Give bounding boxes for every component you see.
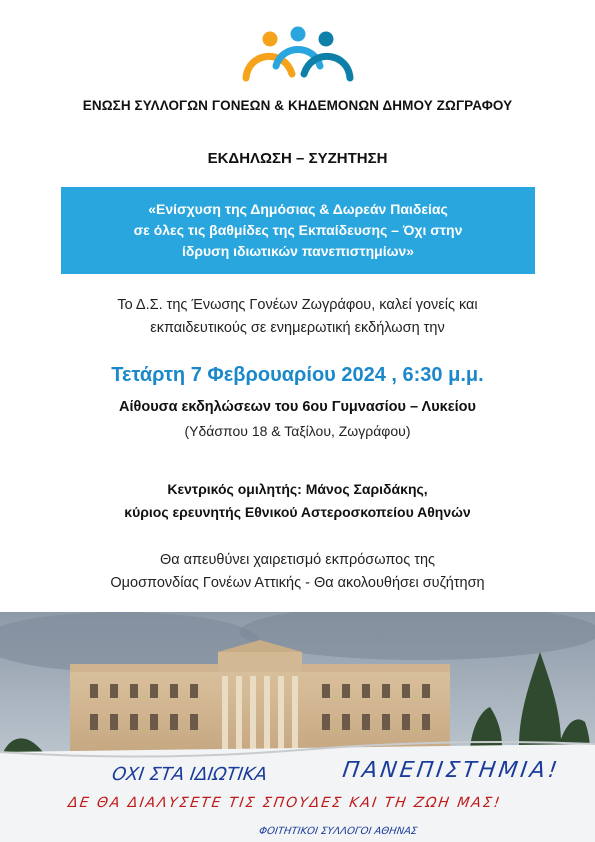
protest-photo (0, 612, 595, 842)
banner-slogan-1: ΟΧΙ ΣΤΑ ΙΔΙΩΤΙΚΑ (110, 764, 269, 785)
greeting-text (0, 549, 595, 595)
greeting-line: Ομοσπονδίας Γονέων Αττικής - Θα ακολουθήσει συζήτηση (110, 575, 485, 591)
headline-line: «Ενίσχυση της Δημόσιας & Δωρεάν Παιδείας (148, 201, 448, 217)
event-datetime: Τετάρτη 7 Φεβρουαρίου 2024 , 6:30 μ.μ. (111, 364, 484, 386)
banner-signature: ΦΟΙΤΗΤΙΚΟΙ ΣΥΛΛΟΓΟΙ ΑΘΗΝΑΣ (258, 826, 418, 837)
intro-text (0, 294, 595, 340)
speaker-info (0, 478, 595, 524)
intro-line: Το Δ.Σ. της Ένωσης Γονέων Ζωγράφου, καλεί γονείς και (117, 297, 478, 313)
headline-banner (61, 187, 535, 274)
logo-figures-icon (246, 27, 350, 79)
headline-line: ίδρυση ιδιωτικών πανεπιστημίων» (181, 243, 415, 259)
banner-slogan-2: ΠΑΝΕΠΙΣΤΗΜΙΑ! (340, 757, 562, 783)
greeting-line: Θα απευθύνει χαιρετισμό εκπρόσωπος της (159, 552, 436, 568)
protest-banner (0, 742, 595, 842)
organization-name: ΕΝΩΣΗ ΣΥΛΛΟΓΩΝ ΓΟΝΕΩΝ & ΚΗΔΕΜΟΝΩΝ ΔΗΜΟΥ ΖΩΓΡΑΦΟΥ (82, 98, 513, 113)
banner-slogan-3: ΔΕ ΘΑ ΔΙΑΛΥΣΕΤΕ ΤΙΣ ΣΠΟΥΔΕΣ ΚΑΙ ΤΗ ΖΩΗ ΜΑΣ! (67, 795, 503, 811)
headline-line: σε όλες τις βαθμίδες της Εκπαίδευσης – Όχι στην (133, 222, 463, 238)
event-address: (Υδάσπου 18 & Ταξίλου, Ζωγράφου) (184, 423, 411, 439)
speaker-line: κύριος ερευνητής Εθνικού Αστεροσκοπείου Αθηνών (124, 504, 471, 520)
event-venue: Αίθουσα εκδηλώσεων του 6ου Γυμνασίου – Λυκείου (119, 399, 476, 415)
speaker-line: Κεντρικός ομιλητής: Μάνος Σαριδάκης, (167, 481, 428, 497)
event-type: ΕΚΔΗΛΩΣΗ – ΣΥΖΗΤΗΣΗ (207, 150, 388, 167)
intro-line: εκπαιδευτικούς σε ενημερωτική εκδήλωση την (150, 320, 445, 336)
organization-logo (240, 26, 356, 94)
